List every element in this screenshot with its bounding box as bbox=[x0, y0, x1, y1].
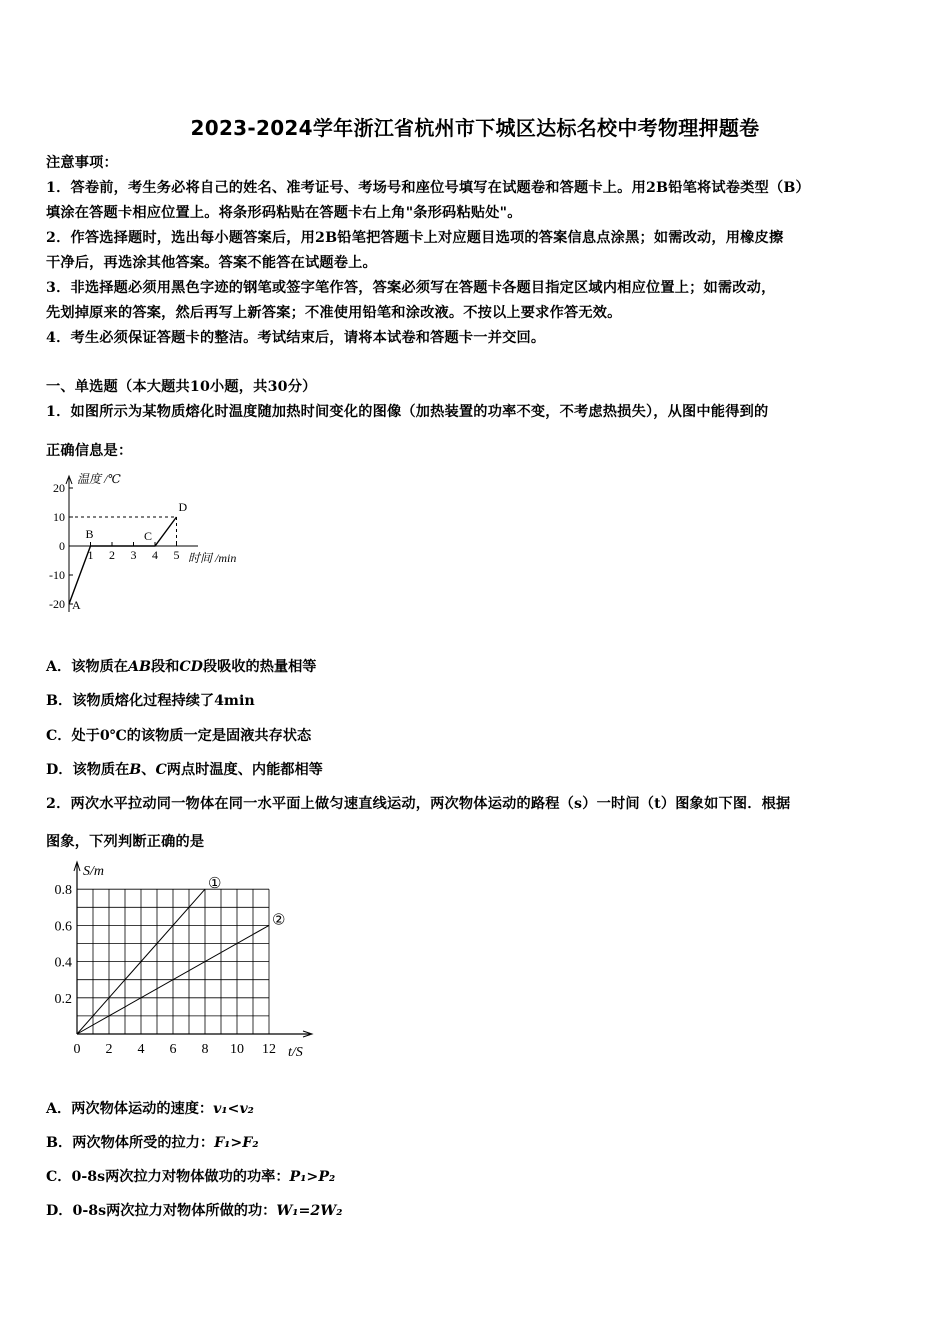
y-axis-label: 温度 /℃ bbox=[77, 472, 121, 486]
point-label: B bbox=[85, 527, 94, 541]
x-tick-label: 0 bbox=[73, 1042, 81, 1057]
q2-option-d[interactable] bbox=[46, 1200, 342, 1220]
q1-option-c[interactable] bbox=[46, 725, 311, 745]
y-tick-label: 0.6 bbox=[54, 919, 72, 935]
notice-line: 先划掉原来的答案，然后再写上新答案；不准使用铅笔和涂改液。不按以上要求作答无效。 bbox=[46, 305, 622, 321]
notice-line: 4．考生必须保证答题卡的整洁。考试结束后，请将本试卷和答题卡一并交回。 bbox=[46, 330, 546, 346]
option-text: 两次物体运动的速度： bbox=[71, 1101, 214, 1117]
q1-stem: 1．如图所示为某物质熔化时温度随加热时间变化的图像（加热装置的功率不变，不考虑热损失），从图中能得到的 bbox=[46, 404, 769, 420]
option-text: 两点时温度、内能都相等 bbox=[166, 762, 323, 778]
option-formula: F₁>F₂ bbox=[214, 1135, 259, 1151]
section-heading: 一、单选题（本大题共10小题，共30分） bbox=[46, 379, 317, 395]
q2-stem: 2．两次水平拉动同一物体在同一水平面上做匀速直线运动，两次物体运动的路程（s）一时间（t）图象如下图．根据 bbox=[46, 796, 791, 812]
x-tick-label: 1 bbox=[87, 548, 94, 562]
option-var: C bbox=[155, 762, 167, 778]
x-tick-label: 6 bbox=[169, 1042, 177, 1057]
option-text: 、 bbox=[141, 762, 156, 778]
y-tick-label: -10 bbox=[49, 568, 65, 582]
x-axis-label: t/S bbox=[288, 1045, 303, 1060]
notice-line: 干净后，再选涂其他答案。答案不能答在试题卷上。 bbox=[46, 255, 377, 271]
option-formula: W₁=2W₂ bbox=[276, 1203, 343, 1219]
q2-option-b[interactable] bbox=[46, 1132, 259, 1152]
y-tick-label: 10 bbox=[53, 510, 65, 524]
option-letter: B． bbox=[46, 693, 73, 709]
x-tick-label: 2 bbox=[109, 548, 115, 562]
option-letter: D． bbox=[46, 762, 73, 778]
option-text: 该物质在 bbox=[71, 659, 128, 675]
y-tick-label: -20 bbox=[49, 597, 65, 611]
q1-option-b[interactable] bbox=[46, 690, 255, 710]
x-tick-label: 4 bbox=[137, 1042, 145, 1057]
x-tick-label: 10 bbox=[230, 1042, 244, 1057]
option-letter: B． bbox=[46, 1135, 73, 1151]
option-text: 处于0℃的该物质一定是固液共存状态 bbox=[71, 728, 312, 744]
notice-line: 3．非选择题必须用黑色字迹的钢笔或签字笔作答，答案必须写在答题卡各题目指定区域内相应位置上；如需改动， bbox=[46, 280, 776, 296]
notice-line: 2．作答选择题时，选出每小题答案后，用2B铅笔把答题卡上对应题目选项的答案信息点涂黑；如需改动，用橡皮擦 bbox=[46, 230, 784, 246]
notice-line: 填涂在答题卡相应位置上。将条形码粘贴在答题卡右上角"条形码粘贴处"。 bbox=[46, 205, 522, 221]
option-letter: A． bbox=[46, 1101, 72, 1117]
q2-option-c[interactable] bbox=[46, 1166, 335, 1186]
y-tick-label: 0.4 bbox=[54, 955, 72, 971]
option-var: CD bbox=[179, 659, 203, 675]
y-tick-label: 0.8 bbox=[54, 883, 72, 899]
x-tick-label: 3 bbox=[130, 548, 137, 562]
x-tick-label: 5 bbox=[173, 548, 180, 562]
y-tick-label: 0.2 bbox=[54, 991, 72, 1007]
x-tick-label: 4 bbox=[152, 548, 158, 562]
q1-option-d[interactable] bbox=[46, 759, 323, 779]
y-tick-label: 20 bbox=[53, 481, 65, 495]
point-label: D bbox=[178, 500, 188, 514]
option-formula: v₁<v₂ bbox=[213, 1101, 254, 1117]
series-label: ① bbox=[208, 876, 222, 893]
q1-stem: 正确信息是： bbox=[46, 443, 133, 459]
option-text: 该物质在 bbox=[72, 762, 130, 778]
melting-temperature-chart bbox=[38, 466, 268, 616]
q1-option-a[interactable] bbox=[46, 656, 316, 676]
option-text: 该物质熔化过程持续了4min bbox=[72, 693, 255, 709]
distance-time-chart bbox=[40, 858, 330, 1064]
x-tick-label: 12 bbox=[262, 1042, 276, 1057]
option-formula: P₁>P₂ bbox=[289, 1169, 336, 1185]
option-letter: A． bbox=[46, 659, 72, 675]
option-text: 段吸收的热量相等 bbox=[202, 659, 317, 675]
option-text: 两次物体所受的拉力： bbox=[72, 1135, 215, 1151]
option-letter: C． bbox=[46, 1169, 72, 1185]
q2-option-a[interactable] bbox=[46, 1098, 254, 1118]
page-title: 2023-2024学年浙江省杭州市下城区达标名校中考物理押题卷 bbox=[190, 116, 760, 140]
option-letter: D． bbox=[46, 1203, 73, 1219]
x-axis-label: 时间 /min bbox=[188, 551, 237, 565]
q2-stem: 图象，下列判断正确的是 bbox=[46, 834, 205, 850]
x-tick-label: 8 bbox=[201, 1042, 209, 1057]
option-var: AB bbox=[127, 659, 151, 675]
y-axis-label: S/m bbox=[83, 864, 104, 879]
series-label: ② bbox=[272, 912, 286, 929]
option-var: B bbox=[129, 762, 142, 778]
point-label: C bbox=[144, 529, 153, 543]
notice-line: 1．答卷前，考生务必将自己的姓名、准考证号、考场号和座位号填写在试题卷和答题卡上。用2B铅笔将试卷类型（B） bbox=[46, 180, 810, 196]
option-letter: C． bbox=[46, 728, 72, 744]
notice-heading: 注意事项： bbox=[46, 155, 118, 171]
y-tick-label: 0 bbox=[59, 539, 65, 553]
option-text: 段和 bbox=[150, 659, 180, 675]
option-text: 0-8s两次拉力对物体所做的功： bbox=[72, 1203, 277, 1219]
point-label: A bbox=[72, 598, 81, 612]
option-text: 0-8s两次拉力对物体做功的功率： bbox=[71, 1169, 290, 1185]
x-tick-label: 2 bbox=[105, 1042, 113, 1057]
